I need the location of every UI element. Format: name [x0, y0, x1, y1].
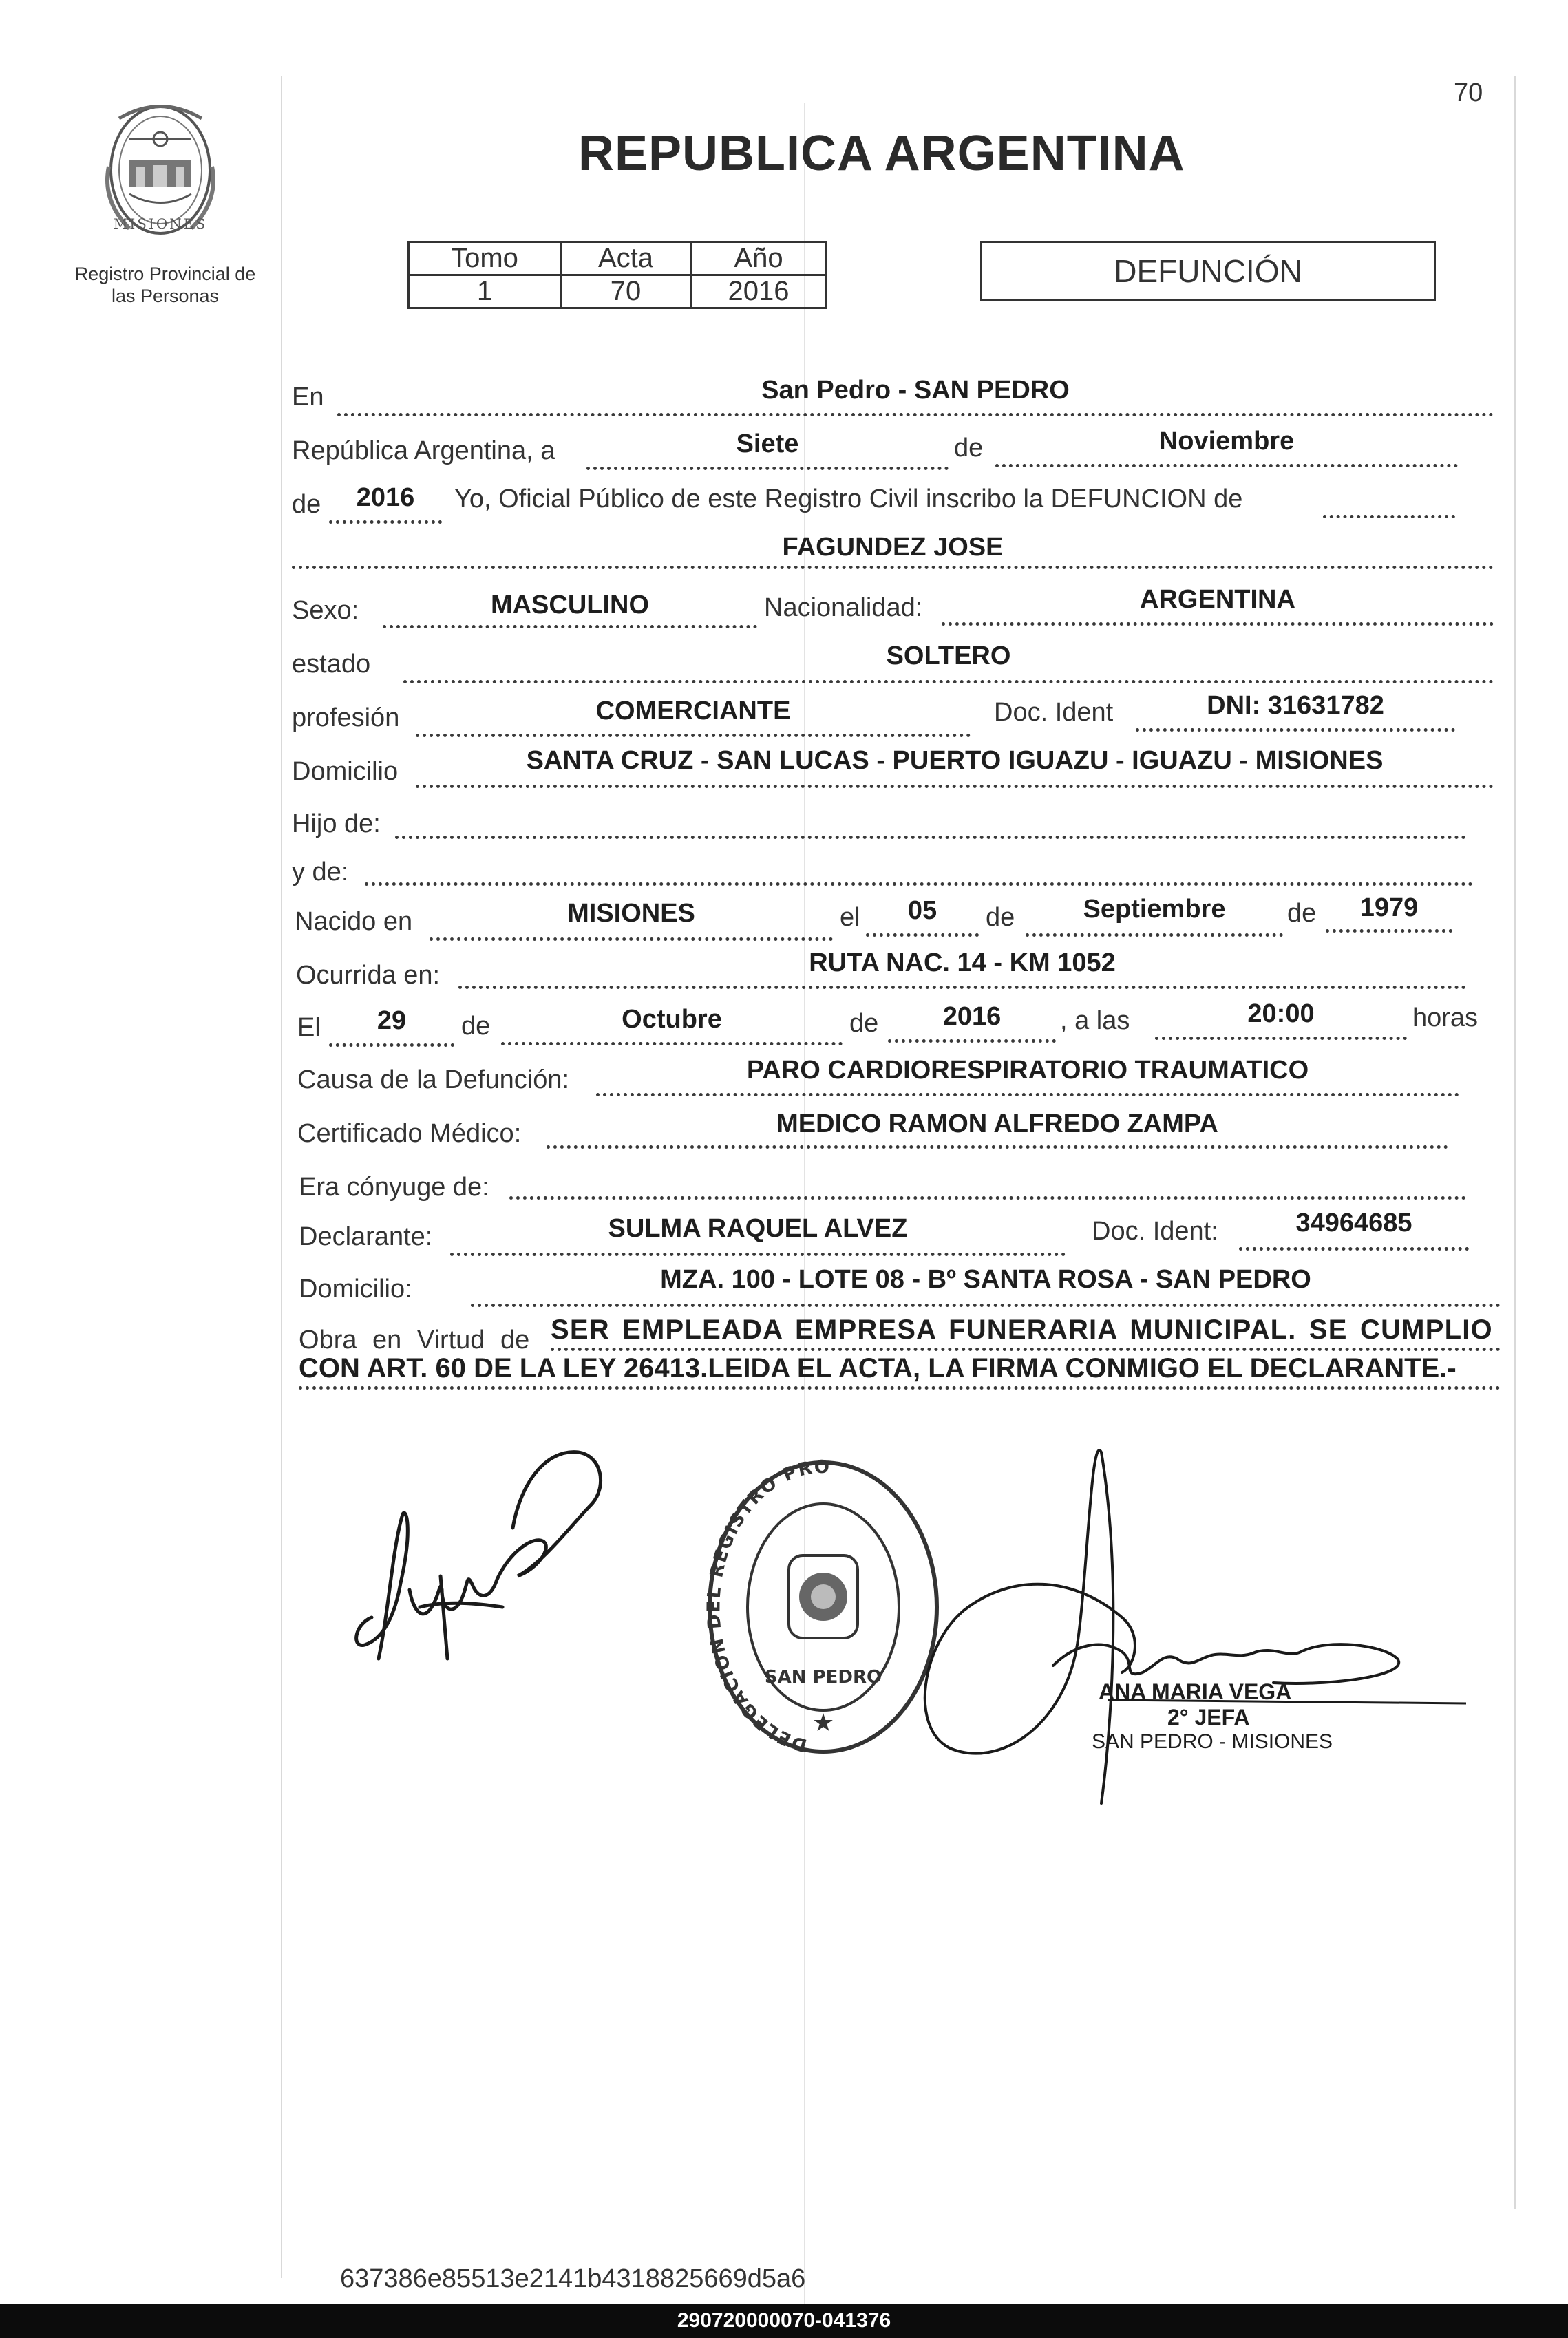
label-el-def: El: [297, 1013, 321, 1042]
label-nacido-en: Nacido en: [295, 907, 413, 936]
line-def-anio: [888, 1039, 1056, 1043]
document-hash: 637386e85513e2141b4318825669d5a6: [340, 2264, 806, 2293]
label-doc-ident: Doc. Ident: [994, 698, 1114, 727]
value-def-anio: 2016: [942, 1002, 1002, 1031]
fold-line-left: [281, 76, 282, 2278]
value-obra-line1: SER EMPLEADA EMPRESA FUNERARIA MUNICIPAL. SE CUMPLIO: [551, 1315, 1493, 1345]
label-conyuge: Era cónyuge de:: [299, 1173, 489, 1202]
registry-caption: [48, 263, 282, 307]
line-en: [337, 413, 1494, 416]
value-domicilio-declarante: MZA. 100 - LOTE 08 - Bº SANTA ROSA - SAN PEDRO: [660, 1265, 1311, 1294]
label-hijo-de: Hijo de:: [292, 809, 381, 838]
value-anio: 2016: [356, 483, 415, 512]
footer-code: 290720000070-041376: [677, 2309, 891, 2332]
value-mes: Noviembre: [1158, 427, 1295, 456]
value-profesion: COMERCIANTE: [595, 697, 791, 725]
value-nac-dia: 05: [907, 896, 937, 925]
label-oficial: Yo, Oficial Público de este Registro Civil inscribo la DEFUNCION de: [454, 485, 1243, 513]
line-ocurrida-en: [458, 986, 1466, 989]
value-sexo: MASCULINO: [490, 591, 650, 619]
volume-value-anio: 2016: [691, 275, 827, 308]
line-def-dia: [329, 1043, 454, 1047]
label-horas: horas: [1412, 1003, 1479, 1032]
label-declarante: Declarante:: [299, 1222, 433, 1251]
value-nac-mes: Septiembre: [1083, 895, 1226, 924]
label-republica: República Argentina, a: [292, 436, 555, 465]
value-declarante: SULMA RAQUEL ALVEZ: [608, 1214, 908, 1243]
line-doc-declarante: [1239, 1247, 1469, 1251]
value-dia: Siete: [736, 429, 799, 458]
stamp-ring-text: DELEGACION DEL REGISTRO PRO: [703, 1456, 831, 1755]
line-anio: [329, 520, 442, 524]
volume-value-row: [409, 275, 827, 308]
value-nacido-en: MISIONES: [567, 899, 695, 928]
label-causa: Causa de la Defunción:: [297, 1065, 570, 1094]
label-domicilio-declarante: Domicilio:: [299, 1275, 412, 1304]
value-domicilio: SANTA CRUZ - SAN LUCAS - PUERTO IGUAZU - IGUAZU - MISIONES: [526, 746, 1384, 775]
line-oficial-tail: [1323, 515, 1455, 518]
line-obra-2: [299, 1386, 1501, 1390]
volume-value-tomo: 1: [409, 275, 561, 308]
line-nac-anio: [1326, 929, 1452, 933]
line-hijo-de: [395, 836, 1466, 839]
line-estado: [403, 680, 1494, 683]
province-emblem: [88, 91, 233, 242]
label-en: En: [292, 383, 324, 412]
label-certificado: Certificado Médico:: [297, 1119, 522, 1148]
value-def-mes: Octubre: [622, 1005, 722, 1034]
value-nacionalidad: ARGENTINA: [1140, 585, 1295, 614]
stamp-center-text: SAN PEDRO: [764, 1667, 882, 1688]
line-declarante: [450, 1253, 1066, 1256]
line-doc: [1136, 728, 1455, 732]
value-causa: PARO CARDIORESPIRATORIO TRAUMATICO: [746, 1056, 1309, 1085]
official-name: ANA MARIA VEGA: [1099, 1679, 1292, 1704]
line-hora: [1155, 1037, 1407, 1040]
label-domicilio: Domicilio: [292, 757, 399, 786]
line-nombre: [292, 566, 1494, 569]
line-certificado: [547, 1145, 1448, 1149]
value-ocurrida-en: RUTA NAC. 14 - KM 1052: [809, 948, 1116, 977]
volume-value-acta: 70: [561, 275, 691, 308]
label-de-nac-mes: de: [986, 903, 1015, 932]
value-lugar: San Pedro - SAN PEDRO: [761, 376, 1070, 405]
official-stamp: [699, 1452, 947, 1755]
volume-header-anio: Año: [691, 242, 827, 275]
registry-caption-line2: las Personas: [111, 286, 220, 306]
fold-line-right: [1514, 76, 1516, 2209]
value-certificado: MEDICO RAMON ALFREDO ZAMPA: [776, 1109, 1218, 1138]
line-conyuge: [509, 1196, 1466, 1200]
label-de-def-mes: de: [461, 1012, 491, 1041]
volume-header-row: [409, 242, 827, 275]
line-profesion: [416, 734, 971, 737]
line-causa: [596, 1093, 1459, 1096]
official-title: 2° JEFA: [1167, 1705, 1250, 1730]
line-domicilio: [416, 785, 1494, 788]
label-y-de: y de:: [292, 858, 349, 886]
svg-text:MISIONES: MISIONES: [113, 215, 208, 232]
line-nac-dia: [866, 933, 979, 937]
value-def-dia: 29: [377, 1006, 407, 1035]
official-signature: [915, 1438, 1480, 1824]
volume-header-acta: Acta: [561, 242, 691, 275]
line-domicilio-declarante: [471, 1304, 1501, 1307]
official-place: SAN PEDRO - MISIONES: [1092, 1730, 1333, 1753]
value-doc: DNI: 31631782: [1207, 691, 1384, 720]
label-nacionalidad: Nacionalidad:: [764, 593, 923, 622]
label-de-def-anio: de: [849, 1009, 879, 1038]
label-sexo: Sexo:: [292, 596, 359, 625]
label-doc-ident-declarante: Doc. Ident:: [1092, 1217, 1218, 1246]
volume-header-tomo: Tomo: [409, 242, 561, 275]
value-nac-anio: 1979: [1359, 893, 1419, 922]
volume-table: [407, 241, 827, 309]
declarant-signature: [337, 1432, 626, 1679]
value-nombre: FAGUNDEZ JOSE: [782, 533, 1004, 562]
record-type-box: [980, 241, 1436, 301]
label-obra: Obra en Virtud de: [299, 1326, 530, 1354]
label-ocurrida-en: Ocurrida en:: [296, 961, 441, 990]
value-obra-line2: CON ART. 60 DE LA LEY 26413.LEIDA EL ACTA, LA FIRMA CONMIGO EL DECLARANTE.-: [299, 1353, 1456, 1383]
value-estado: SOLTERO: [886, 641, 1011, 670]
label-el: el: [840, 903, 860, 932]
registry-caption-line1: Registro Provincial de: [74, 264, 256, 284]
line-nacionalidad: [942, 622, 1494, 626]
value-doc-declarante: 34964685: [1295, 1209, 1412, 1237]
label-de-mes: de: [954, 434, 984, 463]
line-mes: [995, 464, 1458, 467]
label-de-anio: de: [292, 490, 321, 519]
value-hora: 20:00: [1247, 999, 1315, 1028]
page-title: REPUBLICA ARGENTINA: [578, 126, 1185, 181]
page-number: 70: [1454, 78, 1483, 107]
official-block: [1092, 1679, 1388, 1754]
label-de-nac-anio: de: [1287, 899, 1317, 928]
line-nacido-en: [430, 937, 833, 941]
line-y-de: [365, 882, 1473, 886]
label-profesion: profesión: [292, 703, 400, 732]
label-estado: estado: [292, 650, 371, 679]
footer-bar: [0, 2304, 1568, 2338]
label-a-las: , a las: [1060, 1006, 1130, 1035]
line-dia: [586, 467, 949, 470]
line-sexo: [383, 625, 757, 628]
record-type-label: DEFUNCIÓN: [1114, 253, 1302, 289]
line-def-mes: [501, 1042, 843, 1045]
line-nac-mes: [1026, 933, 1283, 937]
svg-text:★: ★: [812, 1709, 835, 1737]
line-obra-1: [551, 1348, 1501, 1351]
